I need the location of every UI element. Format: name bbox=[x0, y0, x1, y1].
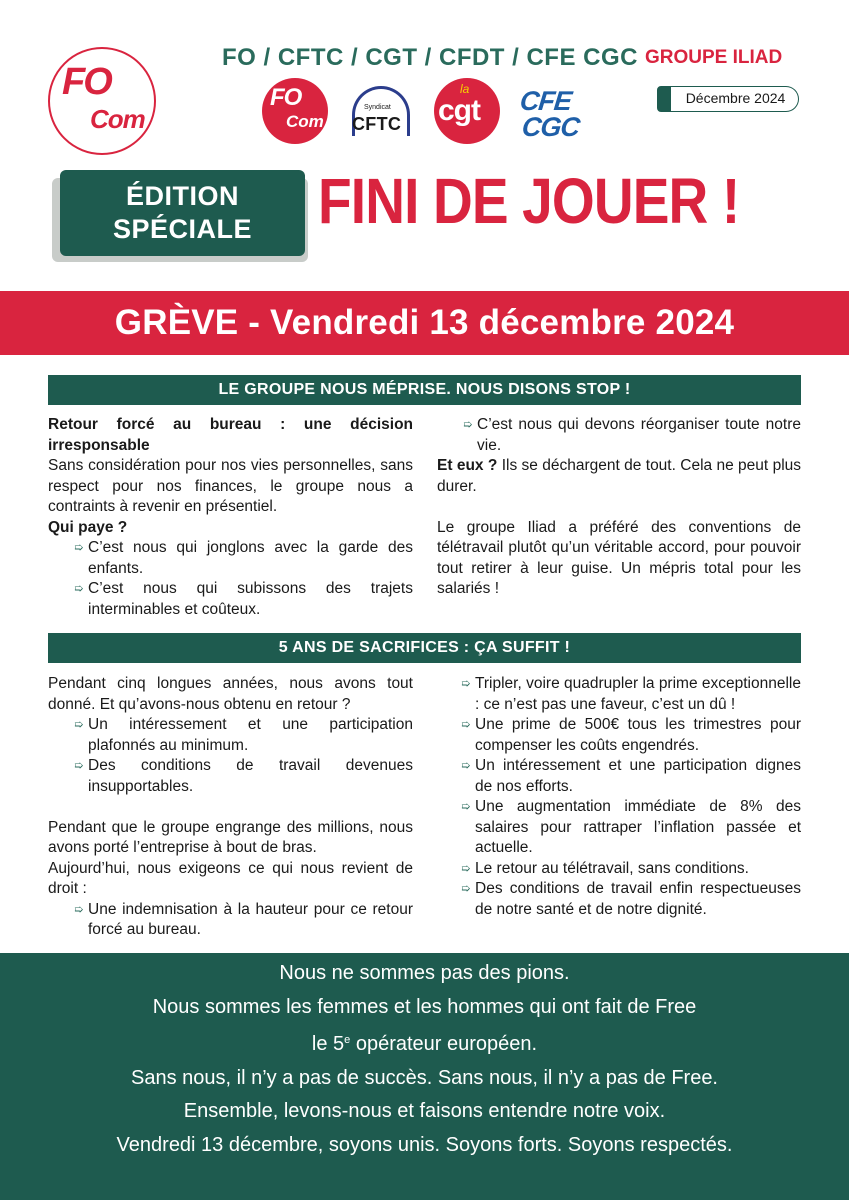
list-item bbox=[48, 900, 413, 941]
fo-com-logo bbox=[48, 47, 156, 155]
fo-com-logo-line2: Com bbox=[90, 104, 145, 134]
arrow-bullet-icon: ➯ bbox=[74, 542, 84, 554]
list-item-text: Tripler, voire quadrupler la prime exceptionnelle : ce n’est pas une faveur, c’est un dû ! bbox=[475, 675, 801, 713]
arrow-bullet-icon: ➯ bbox=[74, 719, 84, 731]
list-item-text: Une augmentation immédiate de 8% des salaires pour rattraper l’inflation passée et actuelle. bbox=[475, 798, 801, 856]
list-item bbox=[447, 715, 801, 756]
footer-manifesto bbox=[0, 953, 849, 1200]
section1-question: Qui paye ? bbox=[48, 518, 128, 536]
eux-paragraph bbox=[437, 456, 801, 497]
list-item-text: Une indemnisation à la hauteur pour ce retour forcé au bureau. bbox=[88, 900, 413, 938]
cftc-logo bbox=[348, 78, 414, 144]
cftc-name: CFTC bbox=[352, 114, 402, 134]
section2-intro: Pendant cinq longues années, nous avons tout donné. Et qu’avons-nous obtenu en retour ? bbox=[48, 675, 413, 713]
cgc-line: CGC bbox=[520, 112, 581, 142]
page-title: FINI DE JOUER ! bbox=[318, 165, 740, 237]
edition-badge bbox=[60, 170, 305, 256]
list-item-text: Des conditions de travail enfin respectueuses de notre santé et de notre dignité. bbox=[475, 880, 801, 918]
section2-right-column bbox=[447, 674, 801, 920]
arrow-bullet-icon: ➯ bbox=[461, 760, 471, 772]
eux-text: Ils se déchargent de tout. Cela ne peut plus durer. bbox=[437, 457, 802, 495]
section2-demand: Aujourd’hui, nous exigeons ce qui nous revient de droit : bbox=[48, 859, 413, 897]
arrow-bullet-icon: ➯ bbox=[74, 903, 84, 916]
list-item-text: C’est nous qui jonglons avec la garde des enfants. bbox=[88, 539, 413, 577]
list-item-text: Une prime de 500€ tous les trimestres pour compenser les coûts engendrés. bbox=[475, 716, 801, 754]
fo-mini-line1: FO bbox=[270, 84, 302, 111]
cfe-cgc-logo bbox=[518, 78, 584, 144]
footer-line: Sans nous, il n’y a pas de succès. Sans nous, il n’y a pas de Free. bbox=[131, 1066, 718, 1089]
section1-left-column bbox=[48, 415, 413, 620]
edition-line1: ÉDITION bbox=[125, 181, 239, 211]
footer-line: Nous ne sommes pas des pions. bbox=[279, 962, 570, 984]
arrow-bullet-icon: ➯ bbox=[461, 678, 471, 690]
edition-line2: SPÉCIALE bbox=[112, 214, 253, 244]
strike-banner: GRÈVE - Vendredi 13 décembre 2024 bbox=[0, 291, 849, 355]
eux-lead: Et eux ? bbox=[437, 457, 498, 474]
cgt-logo bbox=[434, 78, 500, 144]
section1-lead: Retour forcé au bureau : une décision irresponsable bbox=[48, 416, 413, 454]
arrow-bullet-icon: ➯ bbox=[461, 801, 471, 813]
arrow-bullet-icon: ➯ bbox=[461, 883, 471, 895]
list-item bbox=[447, 879, 801, 920]
date-badge: Décembre 2024 bbox=[657, 86, 799, 112]
list-item bbox=[447, 674, 801, 715]
footer-line bbox=[0, 1024, 849, 1062]
list-item-text: C’est nous qui subissons des trajets interminables et coûteux. bbox=[88, 580, 413, 618]
unions-list: FO / CFTC / CGT / CFDT / CFE CGC bbox=[222, 44, 638, 71]
section2-left-column bbox=[48, 674, 413, 941]
section1-closing: Le groupe Iliad a préféré des conventions de télétravail plutôt qu’un véritable accord, pour pouvoir tout retirer à leur guise. Un mépris total pour les salariés ! bbox=[437, 518, 801, 597]
cftc-small-text: Syndicat bbox=[364, 104, 391, 111]
fo-mini-line2: Com bbox=[286, 112, 324, 131]
footer-line: Ensemble, levons-nous et faisons entendre notre voix. bbox=[183, 1100, 666, 1122]
cgt-la: la bbox=[460, 82, 470, 96]
arrow-bullet-icon: ➯ bbox=[74, 760, 84, 772]
footer-line3-post: opérateur européen. bbox=[350, 1033, 538, 1055]
list-item bbox=[437, 415, 801, 456]
footer-line: Vendredi 13 décembre, soyons unis. Soyons forts. Soyons respectés. bbox=[116, 1133, 733, 1156]
fo-com-mini-logo bbox=[262, 78, 328, 144]
list-item-text: Un intéressement et une participation plafonnés au minimum. bbox=[88, 716, 413, 754]
list-item bbox=[447, 859, 801, 880]
section1-heading: LE GROUPE NOUS MÉPRISE. NOUS DISONS STOP ! bbox=[48, 375, 801, 405]
arrow-bullet-icon: ➯ bbox=[463, 419, 473, 431]
list-item bbox=[48, 579, 413, 620]
cgt-name: cgt bbox=[438, 94, 480, 127]
list-item bbox=[447, 756, 801, 797]
section1-text: Sans considération pour nos vies personnelles, sans respect pour nos finances, le groupe nous a contraints à revenir en présentiel. bbox=[48, 457, 413, 515]
cfe-line: CFE bbox=[518, 86, 573, 116]
arrow-bullet-icon: ➯ bbox=[461, 862, 471, 875]
list-item-text: Un intéressement et une participation dignes de nos efforts. bbox=[475, 757, 801, 795]
arrow-bullet-icon: ➯ bbox=[461, 719, 471, 731]
list-item bbox=[447, 797, 801, 859]
list-item bbox=[48, 538, 413, 579]
section2-heading: 5 ANS DE SACRIFICES : ÇA SUFFIT ! bbox=[48, 633, 801, 663]
group-name: GROUPE ILIAD bbox=[645, 47, 783, 68]
arrow-bullet-icon: ➯ bbox=[74, 583, 84, 595]
footer-line: Nous sommes les femmes et les hommes qui ont fait de Free bbox=[152, 995, 697, 1018]
list-item bbox=[48, 715, 413, 756]
section2-middle: Pendant que le groupe engrange des millions, nous avons porté l’entreprise à bout de bras. bbox=[48, 818, 413, 856]
list-item bbox=[48, 756, 413, 797]
list-item-text: C’est nous qui devons réorganiser toute notre vie. bbox=[477, 416, 801, 454]
footer-line3-pre: le 5 bbox=[311, 1033, 345, 1055]
footer-line3-sup: e bbox=[344, 1034, 351, 1046]
fo-com-logo-line1: FO bbox=[62, 61, 111, 103]
list-item-text: Des conditions de travail devenues insupportables. bbox=[88, 757, 413, 795]
list-item-text: Le retour au télétravail, sans conditions. bbox=[475, 859, 749, 877]
section1-right-column bbox=[437, 415, 801, 600]
